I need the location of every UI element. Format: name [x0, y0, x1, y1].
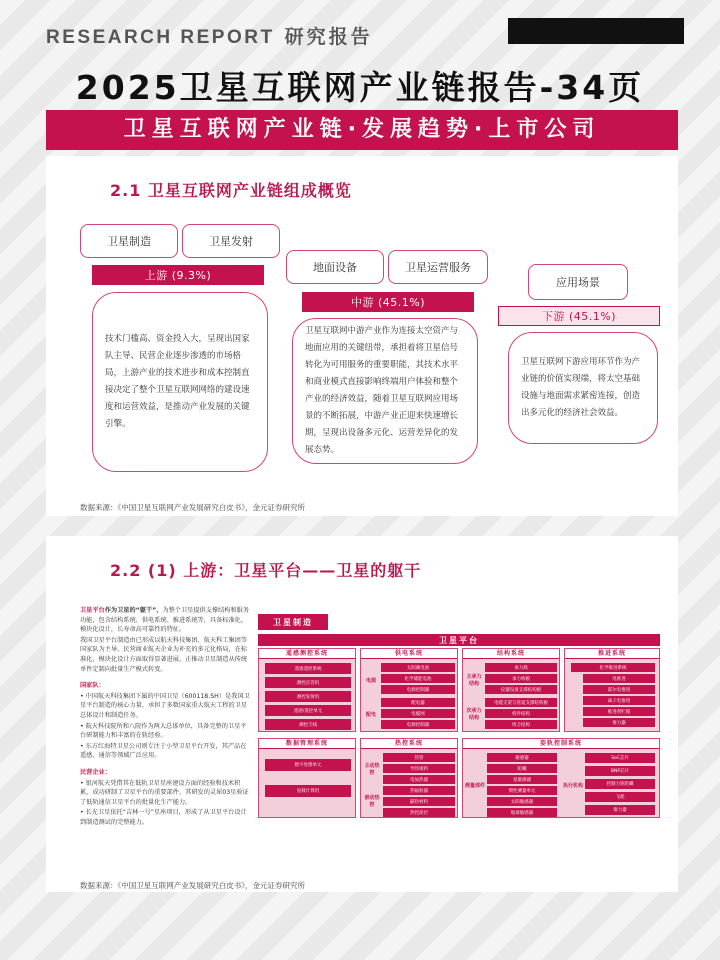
diagram-group-thermal: [360, 738, 458, 818]
diagram-item: SoC芯片: [585, 753, 655, 763]
diagram-item: 遥感/遥控单元: [265, 705, 351, 716]
platform-structure-diagram: [258, 614, 660, 866]
diagram-item: 太阳敏感器: [487, 797, 557, 806]
midstream-item-ground-equipment: 地面设备: [286, 250, 384, 284]
private-company-item: • 长光卫星依托“吉林一号”星座项目，形成了从卫星平台设计到制造测试的完整能力。: [80, 809, 247, 826]
diagram-group-propulsion: [564, 648, 660, 732]
upstream-stage-label: 上游 (9.3%): [92, 265, 264, 285]
section-title-overview: 2.1 卫星互联网产业链组成概览: [110, 181, 352, 200]
source-note-overview: 数据来源：《中国卫星互联网产业发展研究白皮书》，金元证券研究所: [80, 503, 305, 512]
diagram-item: 惯性测量单元: [487, 786, 557, 795]
diagram-item: 控制力矩陀螺: [585, 779, 655, 789]
diagram-item: 飞轮: [585, 792, 655, 802]
diagram-group-attitude-orbit: [462, 738, 660, 818]
report-label-en: RESEARCH REPORT: [46, 27, 275, 48]
diagram-item: 太阳翼电池: [381, 663, 455, 672]
diagram-group-telemetry: [258, 648, 356, 732]
national-team-label: 国家队：: [80, 682, 105, 690]
diagram-side-label: 主动热控: [364, 763, 380, 776]
upstream-description: 技术门槛高、资金投入大，呈现出国家队主导、民营企业逐步渗透的市场格局，上游产业的技术进步和成本控制直接决定了整个卫星互联网网络的建设速度和运营效益，是推动产业发展的关键引擎。: [92, 292, 268, 472]
diagram-item: 化学储能电池: [381, 674, 455, 683]
diagram-item: 隔热材料: [383, 797, 455, 806]
diagram-item: 配电器: [381, 698, 455, 707]
diagram-item: 离子电推进: [583, 696, 655, 705]
diagram-group-title: 推进系统: [565, 649, 659, 659]
diagram-item: 星敏感器: [487, 775, 557, 784]
diagram-item: 推力器: [583, 718, 655, 727]
diagram-item: 热辐射器: [383, 786, 455, 795]
diagram-side-label: 执行机构: [563, 782, 584, 789]
diagram-item: 推力器: [585, 805, 655, 815]
diagram-item: 敏感器: [487, 753, 557, 762]
upstream-item-satellite-manufacturing: 卫星制造: [80, 224, 178, 258]
diagram-item: 承力筒: [485, 663, 557, 672]
diagram-side-label: 主承力结构: [466, 674, 482, 687]
platform-intro: 为整个卫星提供支撑结构和服务功能，包含结构系统、供电系统、推进系统等，具备标准化、模块化设计，长寿命高可靠性的特征。: [80, 607, 250, 634]
diagram-item: 测控发射机: [265, 691, 351, 702]
diagram-group-title: 供电系统: [361, 649, 457, 659]
diagram-item: 电推进: [583, 674, 655, 683]
diagram-item: 推进剂贮箱: [583, 707, 655, 716]
private-company-item: • 银河航天凭借其在低轨卫星星座建设方面的经验和技术积累，成功研制了卫星平台的重要部件，其研发的灵犀03星验证了低轨通信卫星平台的批量化生产能力。: [80, 779, 249, 806]
diagram-platform-bar: 卫星平台: [258, 634, 660, 646]
diagram-item: 陀螺: [487, 764, 557, 773]
diagram-item: 地球敏感器: [487, 808, 557, 817]
diagram-item: 霍尔电推进: [583, 685, 655, 694]
redaction-box: [508, 18, 684, 44]
page-title: 2025卫星互联网产业链报告-34页: [75, 68, 645, 107]
diagram-item: 测控应答机: [265, 677, 351, 688]
diagram-item: 电缆支架与管道支撑结构板: [485, 698, 557, 707]
diagram-item: 星载计算机: [265, 785, 351, 797]
diagram-side-label: 电源: [365, 677, 376, 684]
diagram-group-title: 遥感测控系统: [259, 649, 355, 659]
platform-keyword-suffix: 作为卫星的“躯干”，: [104, 607, 163, 614]
diagram-item: 导热填料: [383, 764, 455, 773]
midstream-item-satellite-operation: 卫星运营服务: [388, 250, 488, 284]
diagram-group-data-management: [258, 738, 356, 818]
diagram-item: 电加热器: [383, 775, 455, 784]
diagram-top-label: 卫星制造: [258, 614, 328, 630]
upstream-item-satellite-launch: 卫星发射: [182, 224, 280, 258]
report-label: [46, 22, 373, 49]
national-team-item: • 中国航天科技集团下属的中国卫星（600118.SH）是我国卫星平台制造的核心力量，承担了多数国家重大航天工程的卫星总体设计和制造任务。: [80, 692, 250, 719]
midstream-description: 卫星互联网中游产业作为连接太空资产与地面应用的关键纽带，承担着将卫星信号转化为可用服务的重要职能，其技术水平和商业模式直接影响终端用户体验和整个产业的经济效益，随着卫星互联网应用场景的不断拓展，中游产业正迎来快速增长期，呈现出设备多元化、运营差异化的发展态势。: [292, 318, 478, 464]
diagram-item: BNP芯片: [585, 766, 655, 776]
diagram-item: 数字处理单元: [265, 759, 351, 771]
national-team-item: • 东方红海特卫星公司则专注于小型卫星平台开发，其产品在遥感、通信等领域广泛应用。: [80, 742, 247, 760]
diagram-group-structure: [462, 648, 560, 732]
diagram-side-label: 配电: [365, 711, 376, 718]
diagram-item: 测控天线: [265, 719, 351, 730]
diagram-group-title: 结构系统: [463, 649, 559, 659]
diagram-item: 电源控制器: [381, 720, 455, 729]
diagram-group-title: 数据管理系统: [259, 739, 355, 749]
diagram-group-power: [360, 648, 458, 732]
private-company-label: 民营企业：: [80, 768, 111, 776]
platform-keyword: 卫星平台: [80, 607, 105, 614]
national-team-item: • 航天科技院所和八院作为两大总体单位，具备完整的卫星平台研制能力和丰富的在轨经验。: [80, 722, 247, 740]
diagram-item: 承力构板: [485, 674, 557, 683]
diagram-item: 组合结构: [485, 720, 557, 729]
diagram-item: 电缆网: [381, 709, 455, 718]
diagram-item: 电源控制器: [381, 685, 455, 694]
downstream-item-application: 应用场景: [528, 264, 628, 300]
diagram-group-title: 热控系统: [361, 739, 457, 749]
midstream-stage-label: 中游 (45.1%): [302, 292, 474, 312]
diagram-item: 化学推进系统: [571, 663, 655, 672]
diagram-item: 热控涂层: [383, 808, 455, 817]
diagram-group-title: 姿轨控制系统: [463, 739, 659, 749]
platform-paragraph-2: 我国卫星平台制造由已形成以航天科技集团、航天科工集团等国家队为主导，民营商业航天企业为补充的多元化格局，在标准化、模块化设计方面取得显著进展，正推动卫星制造从传统单件定制向批量生产模式转变。: [80, 636, 248, 673]
diagram-side-label: 被动热控: [364, 795, 380, 808]
source-note-platform: 数据来源：《中国卫星互联网产业发展研究白皮书》，金元证券研究所: [80, 881, 305, 890]
diagram-item: 仪器设备支撑结构板: [485, 685, 557, 694]
diagram-side-label: 测量部件: [465, 782, 486, 789]
platform-description: [80, 606, 250, 828]
diagram-item: 构件结构: [485, 709, 557, 718]
diagram-side-label: 次承力结构: [466, 708, 482, 721]
downstream-stage-label: 下游 (45.1%): [498, 306, 660, 326]
diagram-item: 遥感遥控系统: [265, 663, 351, 674]
diagram-item: 热管: [383, 753, 455, 762]
downstream-description: 卫星互联网下游应用环节作为产业链的价值实现端，将太空基础设施与地面需求紧密连接，创造出多元化的经济社会效益。: [508, 332, 658, 444]
section-title-platform: 2.2 (1) 上游：卫星平台——卫星的躯干: [110, 561, 422, 580]
title-banner: 卫星互联网产业链·发展趋势·上市公司: [46, 110, 678, 150]
report-label-cn: 研究报告: [284, 26, 373, 48]
